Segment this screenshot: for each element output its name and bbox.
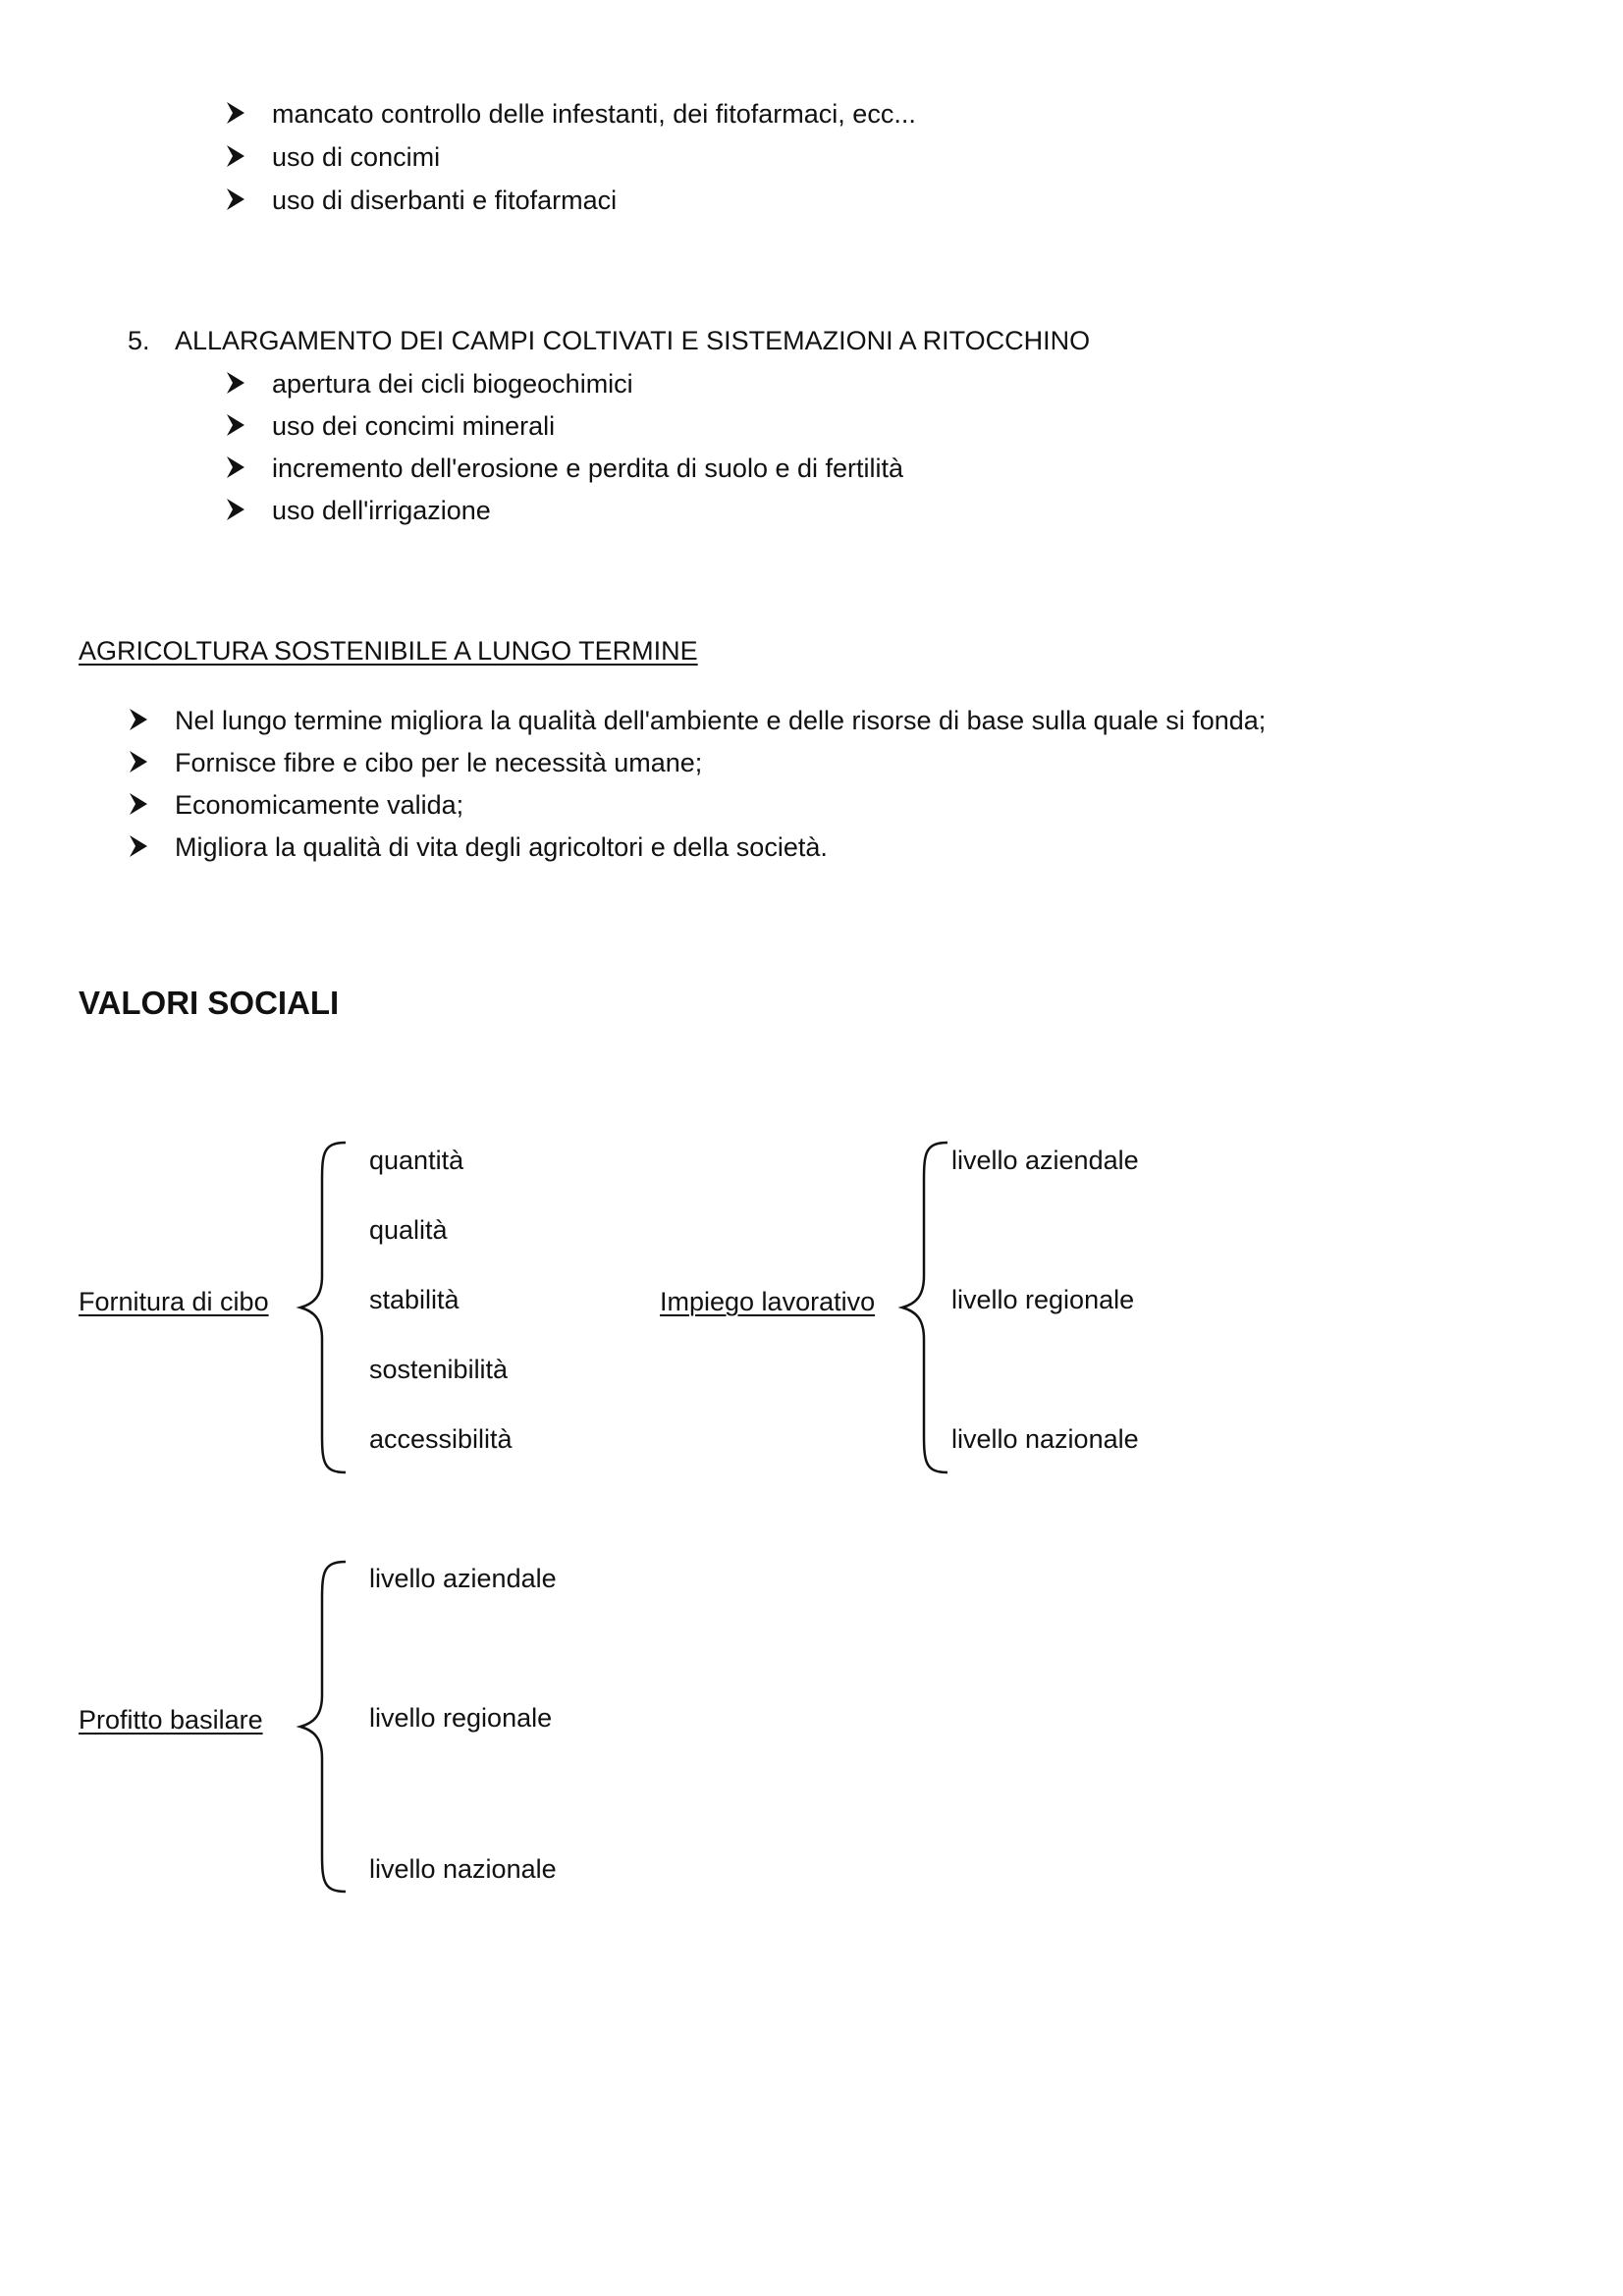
fornitura-item: accessibilità bbox=[369, 1424, 513, 1454]
section-title: ALLARGAMENTO DEI CAMPI COLTIVATI E SISTEMAZIONI A RITOCCHINO bbox=[175, 326, 1091, 355]
list-item: incremento dell'erosione e perdita di suolo e di fertilità bbox=[272, 454, 904, 483]
impiego-item: livello regionale bbox=[951, 1285, 1135, 1314]
list-item: Nel lungo termine migliora la qualità dell'ambiente e delle risorse di base sulla quale si fonda; bbox=[175, 706, 1267, 735]
brace-icon bbox=[295, 1560, 350, 1894]
fornitura-item: stabilità bbox=[369, 1285, 460, 1314]
brace-icon bbox=[295, 1141, 350, 1474]
list-item: uso dei concimi minerali bbox=[272, 411, 556, 441]
profitto-item: livello aziendale bbox=[369, 1564, 557, 1593]
impiego-label: Impiego lavorativo bbox=[660, 1287, 876, 1316]
list-item: Migliora la qualità di vita degli agricoltori e della società. bbox=[175, 832, 828, 862]
arrow-bullet-icon bbox=[225, 370, 246, 396]
impiego-item: livello aziendale bbox=[951, 1146, 1139, 1175]
list-item: uso di diserbanti e fitofarmaci bbox=[272, 186, 618, 215]
profitto-item: livello nazionale bbox=[369, 1854, 557, 1884]
profitto-item: livello regionale bbox=[369, 1703, 553, 1733]
list-item: uso di concimi bbox=[272, 142, 441, 172]
list-item: Economicamente valida; bbox=[175, 790, 464, 820]
list-item: Fornisce fibre e cibo per le necessità umane; bbox=[175, 748, 703, 777]
arrow-bullet-icon bbox=[225, 100, 246, 126]
fornitura-label: Fornitura di cibo bbox=[79, 1287, 269, 1316]
arrow-bullet-icon bbox=[225, 187, 246, 212]
arrow-bullet-icon bbox=[225, 143, 246, 169]
arrow-bullet-icon bbox=[225, 497, 246, 522]
list-item: mancato controllo delle infestanti, dei fitofarmaci, ecc... bbox=[272, 99, 916, 129]
brace-icon bbox=[896, 1141, 951, 1474]
impiego-item: livello nazionale bbox=[951, 1424, 1139, 1454]
arrow-bullet-icon bbox=[225, 412, 246, 438]
arrow-bullet-icon bbox=[128, 833, 149, 859]
section-number: 5. bbox=[128, 326, 150, 355]
arrow-bullet-icon bbox=[128, 791, 149, 817]
arrow-bullet-icon bbox=[128, 707, 149, 732]
page-heading: VALORI SOCIALI bbox=[79, 985, 340, 1021]
fornitura-item: qualità bbox=[369, 1215, 448, 1245]
list-item: uso dell'irrigazione bbox=[272, 496, 491, 525]
fornitura-item: quantità bbox=[369, 1146, 464, 1175]
fornitura-item: sostenibilità bbox=[369, 1355, 509, 1384]
arrow-bullet-icon bbox=[225, 454, 246, 480]
list-item: apertura dei cicli biogeochimici bbox=[272, 369, 633, 399]
section-title: AGRICOLTURA SOSTENIBILE A LUNGO TERMINE bbox=[79, 636, 698, 666]
profitto-label: Profitto basilare bbox=[79, 1705, 263, 1735]
arrow-bullet-icon bbox=[128, 749, 149, 774]
